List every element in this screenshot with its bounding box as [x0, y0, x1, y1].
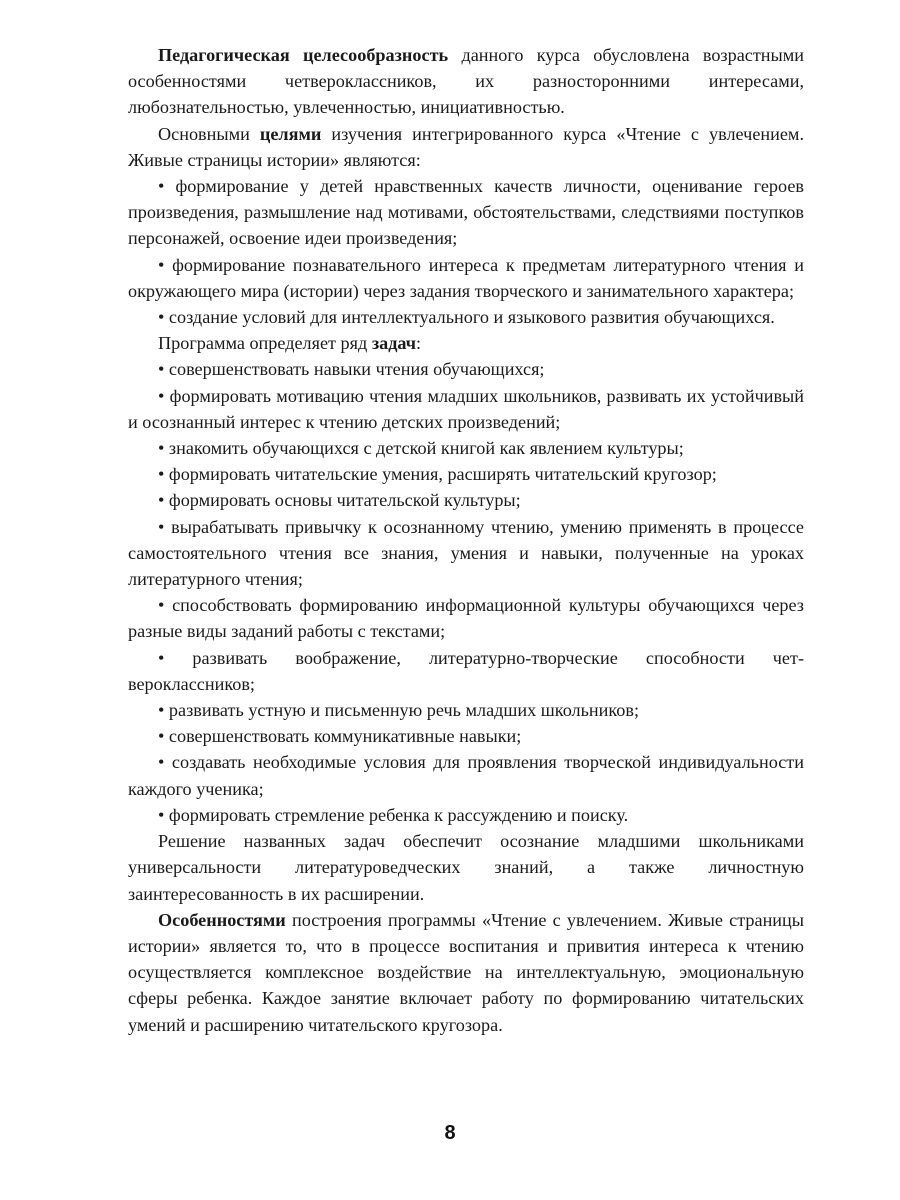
task-item: • вырабатывать привычку к осознанному чтению, умению применять в процессе самостоятельного чтения все знания, умения и навыки, полученные на уроках литературного чтения;	[128, 516, 804, 590]
task-item: • знакомить обучающихся с детской книгой как явлением культуры;	[158, 438, 684, 459]
paragraph-pedagogical-expediency: Педагогическая целесообразность данного курса обусловлена возрастными особенностями четвероклассников, их разносторонними интересами, любознательностью, увлеченностью, инициативностью.	[128, 45, 804, 118]
goal-item: • создание условий для интеллектуального и языкового развития обучающихся.	[158, 307, 775, 328]
term-tasks: задач	[371, 333, 417, 354]
body-text	[128, 42, 804, 1038]
term-goals: целями	[259, 123, 322, 144]
term-pedagogical-expediency: Педагогическая целесообразность	[158, 45, 449, 65]
paragraph-solution: Решение названных задач обеспечит осознание младшими школьниками универсальности литературоведческих знаний, а также личностную заинтересованность в их расширении.	[128, 831, 804, 904]
goal-item: • формирование у детей нравственных качеств личности, оценивание героев произведения, размышление над мотивами, обстоятельствами, следствиями поступков персонажей, освоение идеи произведения;	[128, 176, 804, 249]
task-item: • совершенствовать коммуникативные навыки;	[158, 726, 522, 747]
term-features: Особенностями	[158, 909, 286, 930]
task-item: • формировать читательские умения, расширять читательский кругозор;	[158, 464, 717, 485]
task-item: • развивать устную и письменную речь младших школьников;	[158, 700, 640, 721]
task-item: • создавать необходимые условия для проявления творческой индивидуальности каждого ученика;	[128, 752, 804, 799]
task-item: • способствовать формированию информационной культуры обучающихся через разные виды заданий работы с текстами;	[128, 595, 804, 642]
goal-item: • формирование познавательного интереса к предметам литературного чтения и окружающего мира (истории) через задания творческого и занимательного характера;	[128, 254, 804, 301]
task-item: • формировать стремление ребенка к рассуждению и поиску.	[158, 804, 629, 825]
page-number: 8	[444, 1122, 456, 1144]
paragraph-features: Особенностями построения программы «Чтение с увлечением. Живые страницы истории» является то, что в процессе воспитания и привития интереса к чтению осуществляется комплексное воздействие на интеллектуальную, эмоциональную сферы ребенка. Каждое занятие включает работу по формированию читательских умений и расширению читательского кругозора.	[128, 909, 804, 1035]
task-item: • развивать воображение, литературно-творческие способности четвероклассников;	[128, 647, 804, 694]
task-item: • совершенствовать навыки чтения обучающихся;	[158, 359, 545, 380]
task-item: • формировать основы читательской культуры;	[158, 490, 521, 511]
task-item: • формировать мотивацию чтения младших школьников, развивать их устойчивый и осознанный интерес к чтению детских произведений;	[128, 385, 804, 432]
paragraph-goals-intro: Основными целями изучения интегрированного курса «Чтение с увлечением. Живые страницы истории» являются:	[128, 123, 804, 170]
paragraph-tasks-intro: Программа определяет ряд задач:	[158, 333, 422, 354]
